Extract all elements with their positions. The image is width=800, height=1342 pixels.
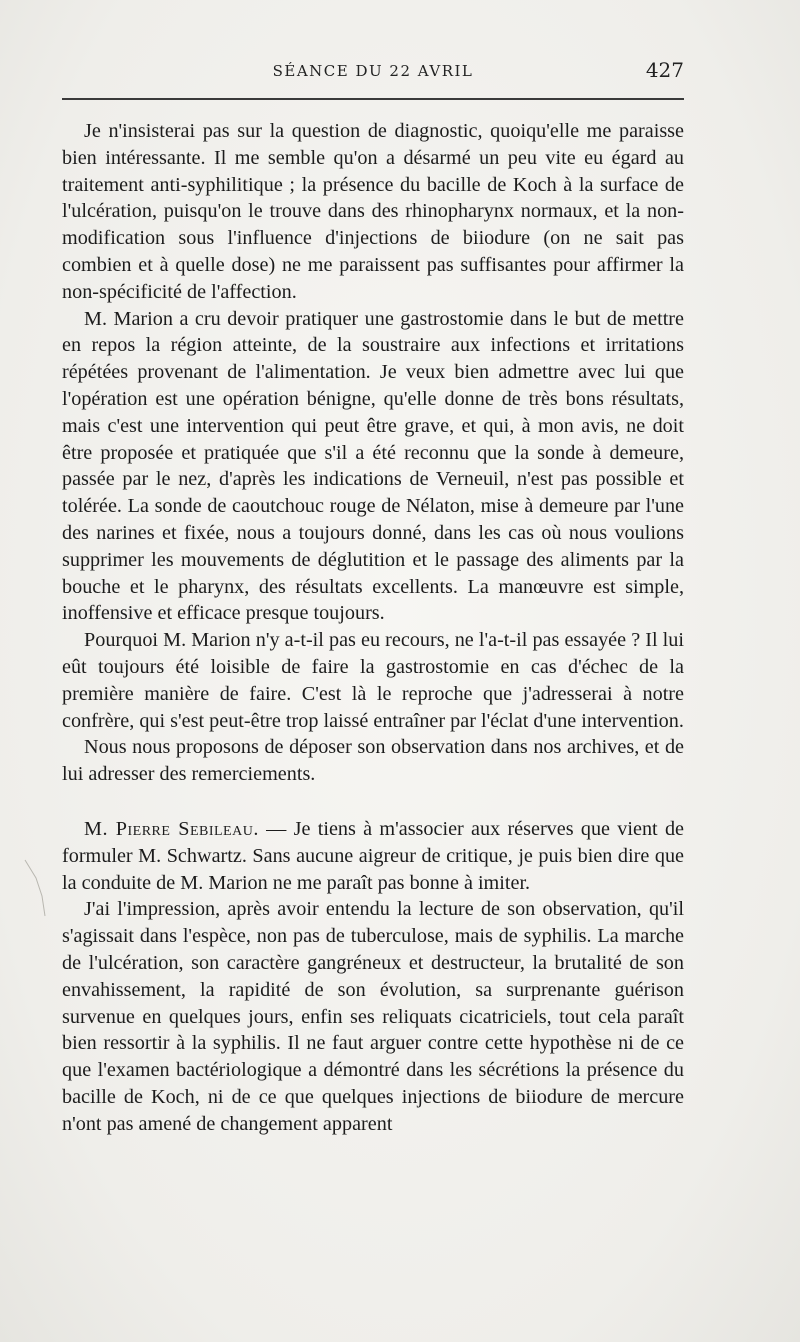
speaker-dash: — bbox=[258, 817, 294, 840]
speech-opening: Je tiens à m'associer aux réserves que vient de formuler M. Schwartz. Sans aucune aigreur de critique, je puis bien dire que la conduite de M. Marion ne me paraît pas bonne à imiter. bbox=[62, 817, 684, 894]
page-header bbox=[62, 58, 684, 88]
paragraph: Je n'insisterai pas sur la question de diagnostic, quoiqu'elle me paraisse bien intéressante. Il me semble qu'on a désarmé un peu vite eu égard au traitement anti-syphilitique ; la présence du bacille de Koch à la surface de l'ulcération, puisqu'on le trouve dans des rhinopharynx normaux, et la non-modification sous l'influence d'injections de biiodure (on ne sait pas combien et à quelle dose) ne me paraissent pas suffisantes pour affirmer la non-spécificité de l'affection. bbox=[62, 120, 684, 303]
paragraph: Nous nous proposons de déposer son observation dans nos archives, et de lui adresser des remerciements. bbox=[62, 736, 684, 786]
speech-opening-paragraph bbox=[62, 816, 684, 896]
running-title: SÉANCE DU 22 AVRIL bbox=[272, 62, 474, 80]
body-text bbox=[62, 118, 684, 1137]
margin-pencil-mark bbox=[22, 858, 48, 918]
speech-continuation: J'ai l'impression, après avoir entendu la lecture de son observation, qu'il s'agissait dans l'espèce, non pas de tuberculose, mais de syphilis. La marche de l'ulcération, son caractère gangréneux et destructeur, la brutalité de son envahissement, la rapidité de son évolution, sa surprenante guérison survenue en quelques jours, enfin ses reliquats cicatriciels, tout cela paraît bien ressortir à la syphilis. Il ne faut arguer contre cette hypothèse ni de ce que l'examen bactériologique a démontré dans les sécrétions la présence du bacille de Koch, ni de ce que quelques injections de biiodure de mercure n'ont pas amené de changement apparent bbox=[62, 898, 684, 1135]
paragraph: M. Marion a cru devoir pratiquer une gastrostomie dans le but de mettre en repos la région atteinte, de la soustraire aux infections et irritations répétées provenant de l'alimentation. Je veux bien admettre avec lui que l'opération est une opération bénigne, qu'elle donne de très bons résultats, mais c'est une intervention qui peut être grave, et qui, à mon avis, ne doit être proposée et pratiquée que s'il a été reconnu que la sonde à demeure, passée par le nez, d'après les indications de Verneuil, n'est pas possible et tolérée. La sonde de caoutchouc rouge de Nélaton, mise à demeure par l'une des narines et fixée, nous a toujours donné, dans les cas où nous voulions supprimer les mouvements de déglutition et le passage des aliments par la bouche et le pharynx, des résultats excellents. La manœuvre est simple, inoffensive et efficace presque toujours. bbox=[62, 307, 684, 625]
paragraph: Pourquoi M. Marion n'y a-t-il pas eu recours, ne l'a-t-il pas essayée ? Il lui eût toujours été loisible de faire la gastrostomie en cas d'échec de la première manière de faire. C'est là le reproche que j'adresserai à notre confrère, qui s'est peut-être trop laissé entraîner par l'éclat d'une intervention. bbox=[62, 629, 684, 732]
header-rule bbox=[62, 98, 684, 100]
speaker-name: M. Pierre Sebileau. bbox=[84, 817, 259, 840]
page-number: 427 bbox=[645, 58, 684, 82]
